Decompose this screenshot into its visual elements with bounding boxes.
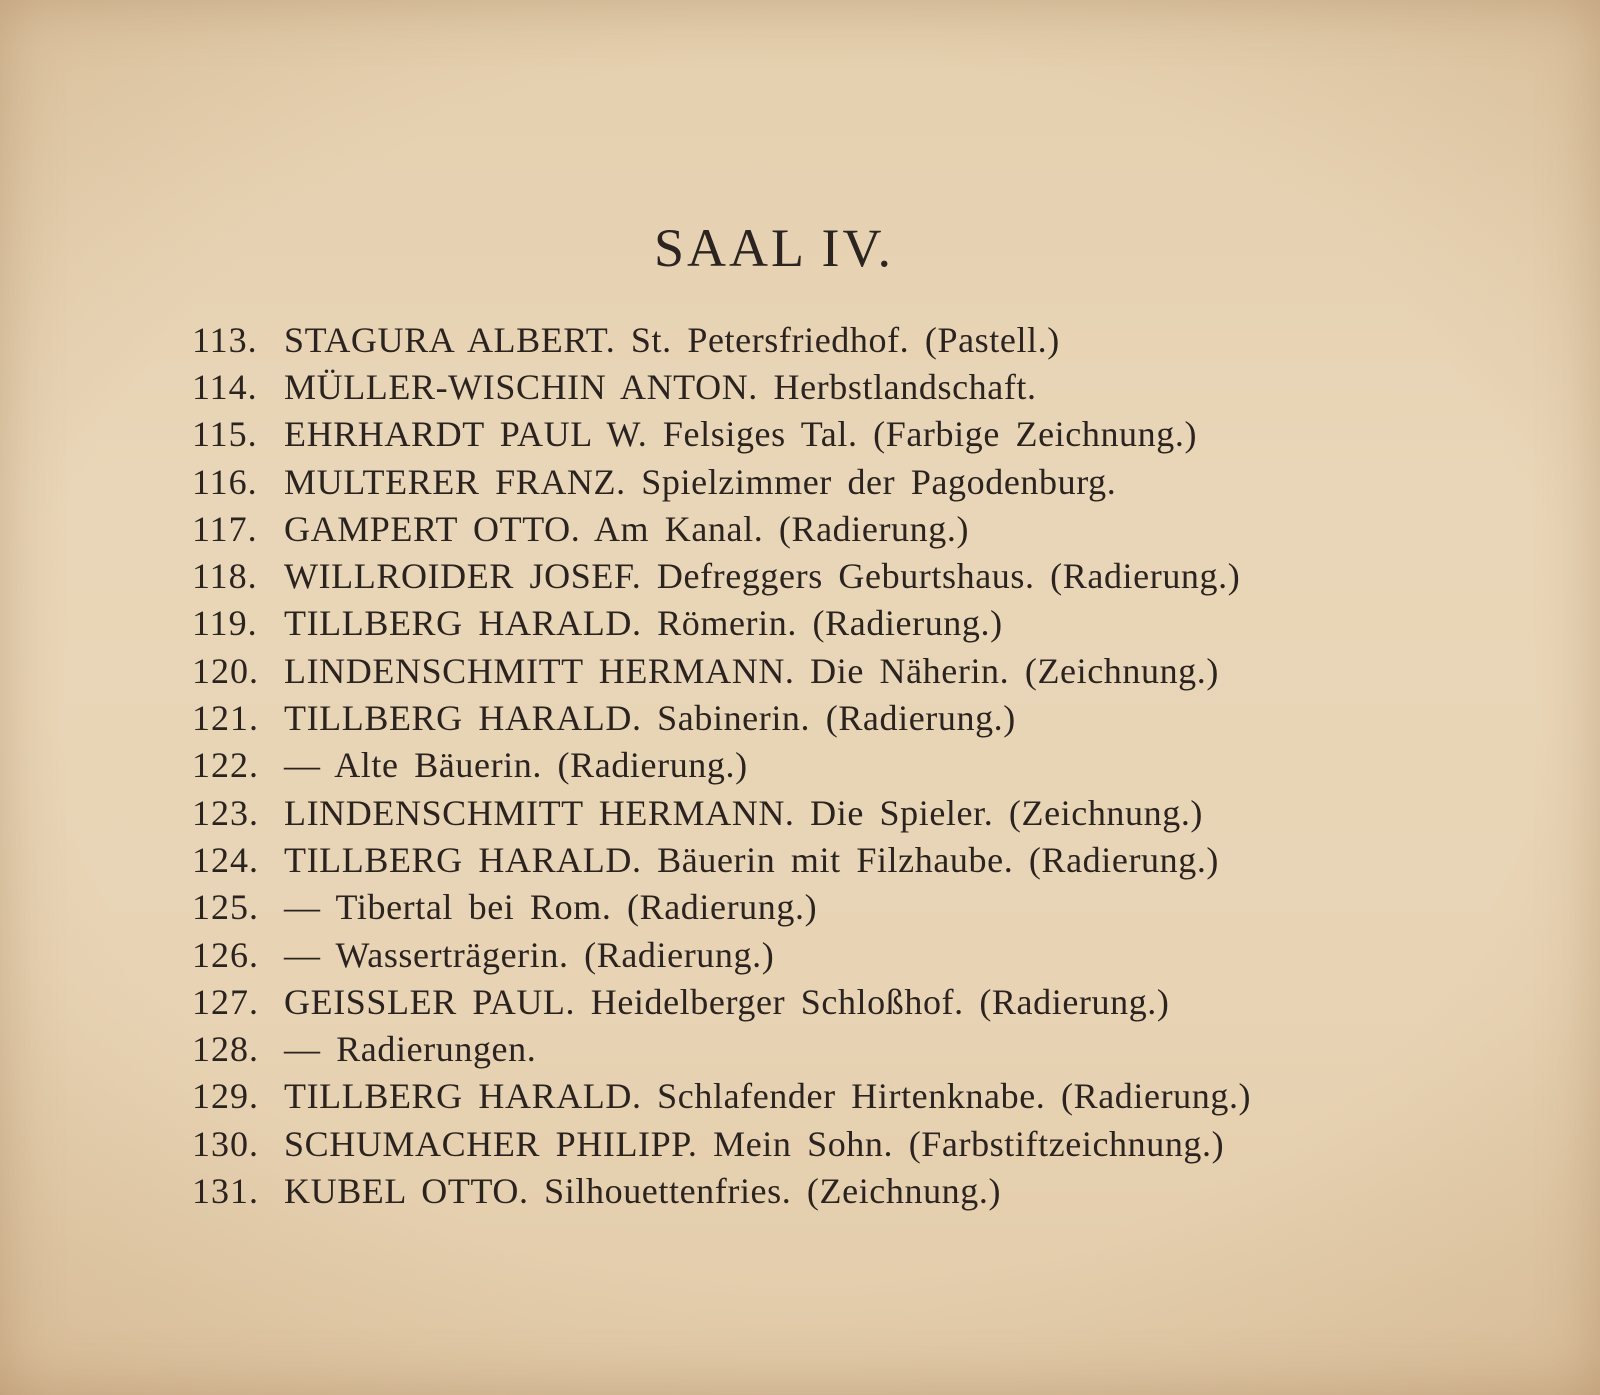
- entry-number: 115.: [192, 414, 258, 455]
- entry-text: LINDENSCHMITT HERMANN. Die Spieler. (Zeichnung.): [284, 792, 1204, 833]
- entry-number: 118.: [192, 556, 258, 597]
- entry-text: WILLROIDER JOSEF. Defreggers Geburtshaus. (Radierung.): [284, 556, 1241, 597]
- entry-number: 131.: [192, 1170, 259, 1211]
- entry-number: 116.: [192, 461, 258, 502]
- list-item: [192, 505, 1352, 552]
- entry-number: 119.: [192, 603, 258, 644]
- entry-text: MÜLLER-WISCHIN ANTON. Herbstlandschaft.: [284, 366, 1037, 407]
- entry-text: TILLBERG HARALD. Schlafender Hirtenknabe. (Radierung.): [284, 1076, 1252, 1117]
- list-item: [192, 1120, 1352, 1167]
- entry-text: MULTERER FRANZ. Spielzimmer der Pagodenburg.: [284, 461, 1117, 502]
- list-item: [192, 978, 1352, 1025]
- list-item: [192, 836, 1352, 883]
- entry-number: 123.: [192, 792, 259, 833]
- entry-text: — Tibertal bei Rom. (Radierung.): [284, 887, 818, 928]
- list-item: [192, 789, 1352, 836]
- entry-number: 114.: [192, 366, 258, 407]
- list-item: [192, 552, 1352, 599]
- entry-number: 127.: [192, 981, 259, 1022]
- entry-number: 128.: [192, 1029, 259, 1070]
- list-item: [192, 316, 1352, 363]
- list-item: [192, 931, 1352, 978]
- entry-text: — Alte Bäuerin. (Radierung.): [284, 745, 748, 786]
- entry-number: 125.: [192, 887, 259, 928]
- list-item: [192, 647, 1352, 694]
- entry-text: GAMPERT OTTO. Am Kanal. (Radierung.): [284, 508, 970, 549]
- entry-text: KUBEL OTTO. Silhouettenfries. (Zeichnung.): [284, 1170, 1002, 1211]
- entry-number: 120.: [192, 650, 259, 691]
- entry-text: — Wasserträgerin. (Radierung.): [284, 934, 775, 975]
- list-item: [192, 458, 1352, 505]
- entry-number: 126.: [192, 934, 259, 975]
- entry-number: 129.: [192, 1076, 259, 1117]
- entry-number: 113.: [192, 319, 258, 360]
- list-item: [192, 1167, 1352, 1214]
- list-item: [192, 600, 1352, 647]
- list-item: [192, 1073, 1352, 1120]
- entry-number: 122.: [192, 745, 259, 786]
- entry-text: GEISSLER PAUL. Heidelberger Schloßhof. (Radierung.): [284, 981, 1170, 1022]
- list-item: [192, 1025, 1352, 1072]
- entry-text: TILLBERG HARALD. Sabinerin. (Radierung.): [284, 698, 1016, 739]
- entry-text: STAGURA ALBERT. St. Petersfriedhof. (Pastell.): [284, 319, 1060, 360]
- entry-number: 130.: [192, 1123, 259, 1164]
- entry-text: SCHUMACHER PHILIPP. Mein Sohn. (Farbstiftzeichnung.): [284, 1123, 1225, 1164]
- list-item: [192, 694, 1352, 741]
- entry-text: TILLBERG HARALD. Bäuerin mit Filzhaube. (Radierung.): [284, 839, 1220, 880]
- entry-text: EHRHARDT PAUL W. Felsiges Tal. (Farbige Zeichnung.): [284, 414, 1198, 455]
- entry-number: 117.: [192, 508, 258, 549]
- entry-text: TILLBERG HARALD. Römerin. (Radierung.): [284, 603, 1003, 644]
- entry-number: 121.: [192, 698, 259, 739]
- entry-list: [192, 316, 1352, 1215]
- entry-text: — Radierungen.: [284, 1029, 537, 1070]
- entry-text: LINDENSCHMITT HERMANN. Die Näherin. (Zeichnung.): [284, 650, 1219, 691]
- page-title: SAAL IV.: [653, 218, 895, 278]
- list-item: [192, 884, 1352, 931]
- list-item: [192, 742, 1352, 789]
- list-item: [192, 363, 1352, 410]
- list-item: [192, 411, 1352, 458]
- entry-number: 124.: [192, 839, 259, 880]
